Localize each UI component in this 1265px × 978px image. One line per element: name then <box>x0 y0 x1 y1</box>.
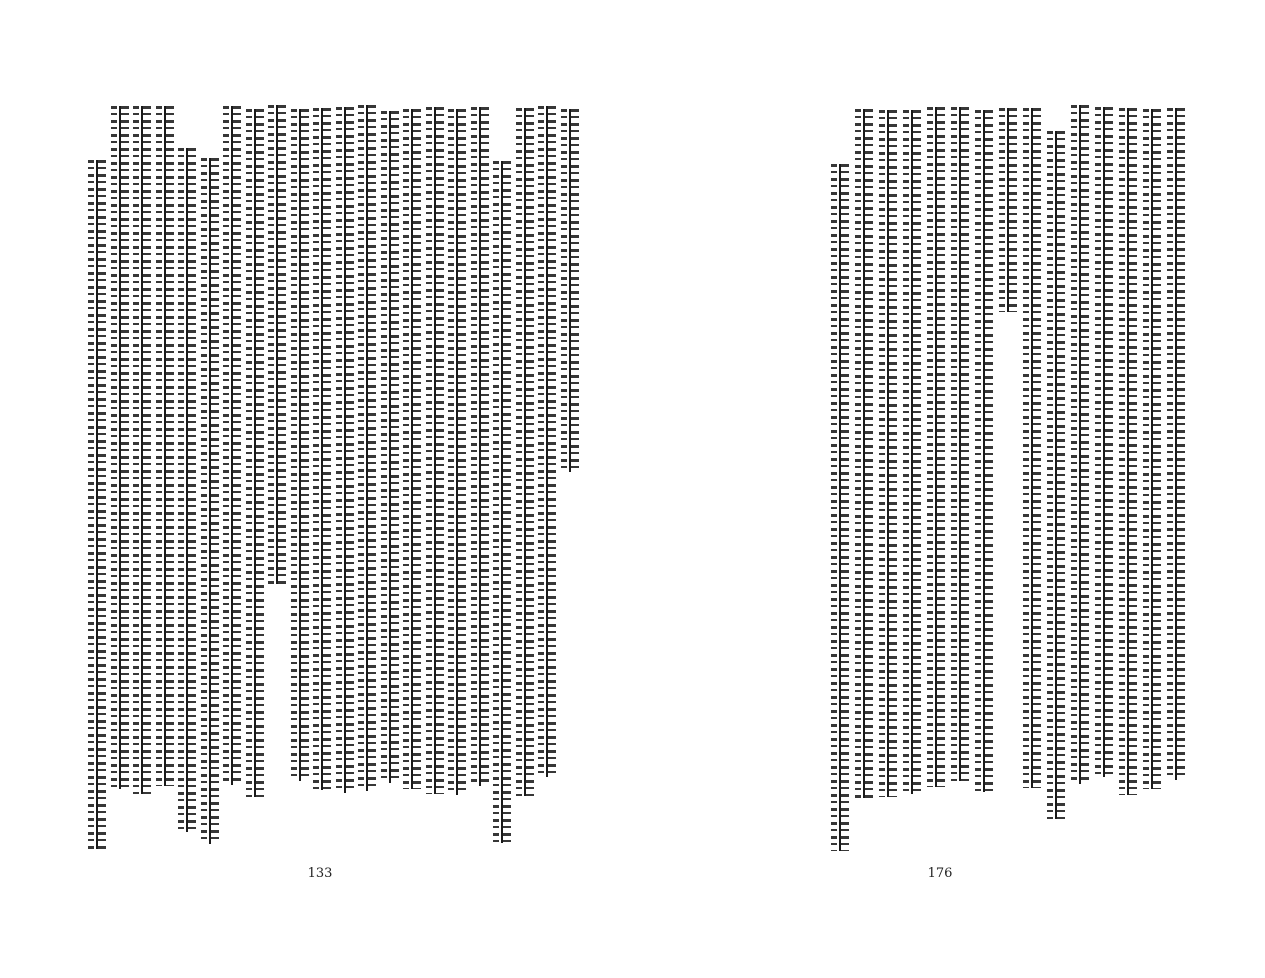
left-page-number: 133 <box>307 866 333 881</box>
text-column <box>355 105 378 840</box>
text-column <box>108 105 131 840</box>
text-column <box>558 105 581 840</box>
text-column <box>400 105 423 840</box>
text-column <box>1164 105 1188 840</box>
right-page-number: 176 <box>927 866 953 881</box>
text-column <box>948 105 972 840</box>
right-page-text-block <box>828 105 1200 840</box>
text-column <box>924 105 948 840</box>
text-column <box>1044 105 1068 840</box>
text-column <box>852 105 876 840</box>
text-column <box>996 105 1020 840</box>
text-column <box>130 105 153 840</box>
text-column <box>198 105 221 840</box>
text-column <box>828 105 852 840</box>
text-column <box>468 105 491 840</box>
text-column <box>535 105 558 840</box>
text-column <box>972 105 996 840</box>
text-column <box>1092 105 1116 840</box>
text-column <box>310 105 333 840</box>
text-column <box>243 105 266 840</box>
text-column <box>1140 105 1164 840</box>
text-column <box>1020 105 1044 840</box>
text-column <box>1068 105 1092 840</box>
left-page-text-block <box>85 105 580 840</box>
text-column <box>175 105 198 840</box>
text-column <box>876 105 900 840</box>
text-column <box>1116 105 1140 840</box>
text-column <box>445 105 468 840</box>
text-column <box>423 105 446 840</box>
text-column <box>333 105 356 840</box>
text-column <box>153 105 176 840</box>
text-column <box>490 105 513 840</box>
text-column <box>378 105 401 840</box>
text-column <box>85 105 108 840</box>
text-column <box>288 105 311 840</box>
text-column <box>900 105 924 840</box>
text-column <box>513 105 536 840</box>
left-page <box>60 0 580 978</box>
text-column <box>265 105 288 840</box>
right-page <box>680 0 1200 978</box>
text-column <box>220 105 243 840</box>
